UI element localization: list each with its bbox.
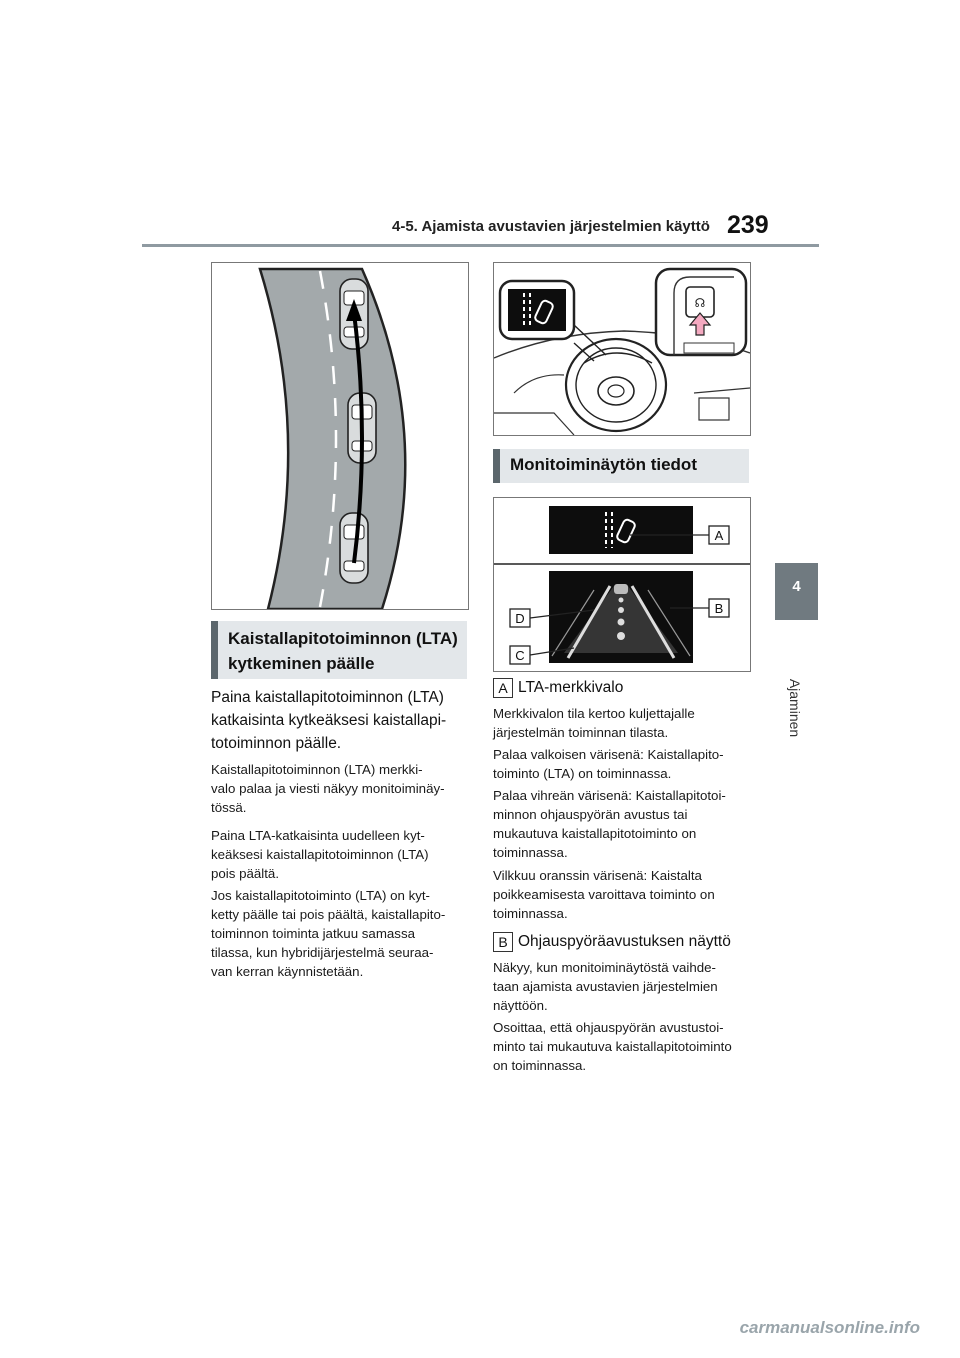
text-line: minnon ohjauspyörän avustus tai: [493, 807, 688, 822]
lta-switch-icon: ☊: [694, 296, 706, 310]
text-line: Näkyy, kun monitoiminäytöstä vaihde-: [493, 960, 716, 975]
text-line: poikkeamisesta varoittava toiminto on: [493, 887, 715, 902]
text-line: ketty päälle tai pois päältä, kaistallapito-: [211, 907, 446, 922]
item-a-paragraph: [493, 866, 755, 923]
intro-instruction: [211, 686, 473, 755]
page-number: 239: [727, 211, 769, 239]
text-line: mukautuva kaistallapitotoiminto on: [493, 826, 697, 841]
text-line: tilassa, kun hybridijärjestelmä seuraa-: [211, 945, 434, 960]
paragraph-indicator: [211, 760, 473, 817]
text-line: toiminnassa.: [493, 906, 568, 921]
text-line: toiminnon toiminta jatkuu samassa: [211, 926, 415, 941]
multi-display-drawing: [494, 498, 750, 671]
text-line: Palaa vihreän värisenä: Kaistallapitotoi-: [493, 788, 726, 803]
text-line: Paina kaistallapitotoiminnon (LTA): [211, 689, 444, 706]
item-a-badge: A: [493, 678, 513, 698]
road-surface: [260, 269, 405, 609]
watermark: carmanualsonline.info: [739, 1318, 920, 1337]
text-line: Palaa valkoisen värisenä: Kaistallapito-: [493, 747, 724, 762]
item-a-paragraph: [493, 786, 755, 862]
text-line: minto tai mukautuva kaistallapitotoiminto: [493, 1039, 732, 1054]
text-line: tössä.: [211, 800, 247, 815]
text-line: totoiminnon päälle.: [211, 735, 342, 752]
section-heading-line: kytkeminen päälle: [228, 654, 375, 673]
running-header-title: 4-5. Ajamista avustavien järjestelmien käyttö: [392, 218, 710, 235]
text-line: Kaistallapitotoiminnon (LTA) merkki-: [211, 762, 423, 777]
item-b-paragraph: [493, 1018, 755, 1075]
text-line: valo palaa ja viesti näkyy monitoiminäy-: [211, 781, 445, 796]
item-b-badge: B: [493, 932, 513, 952]
text-line: Osoittaa, että ohjauspyörän avustustoi-: [493, 1020, 724, 1035]
text-line: Jos kaistallapitotoiminto (LTA) on kyt-: [211, 888, 430, 903]
item-b-title: Ohjauspyöräavustuksen näyttö: [518, 933, 731, 951]
chapter-label: Ajaminen: [787, 678, 803, 738]
text-line: toiminnassa.: [493, 845, 568, 860]
item-b-paragraph: [493, 958, 755, 1015]
lane-keeping-illustration: [211, 262, 469, 610]
callout-b: B: [714, 601, 724, 616]
item-a-title: LTA-merkkivalo: [518, 679, 624, 697]
text-line: katkaisinta kytkeäksesi kaistallapi-: [211, 712, 447, 729]
multi-display-illustration: [493, 497, 751, 672]
paragraph-turn-off: [211, 826, 473, 883]
header-divider: [142, 244, 819, 247]
text-line: van kerran käynnistetään.: [211, 964, 364, 979]
item-a-heading: [493, 678, 623, 698]
text-line: toiminto (LTA) on toiminnassa.: [493, 766, 672, 781]
callout-d: D: [515, 611, 525, 626]
text-line: pois päältä.: [211, 866, 280, 881]
cockpit-illustration: [493, 262, 751, 436]
text-line: taan ajamista avustavien järjestelmien: [493, 979, 718, 994]
section-heading-line: Kaistallapitotoiminnon (LTA): [228, 629, 458, 648]
text-line: järjestelmän toiminnan tilasta.: [493, 725, 669, 740]
chapter-number: 4: [792, 578, 801, 595]
road-trajectory-drawing: [212, 263, 468, 609]
text-line: Vilkkuu oranssin värisenä: Kaistalta: [493, 868, 702, 883]
text-line: Merkkivalon tila kertoo kuljettajalle: [493, 706, 695, 721]
car-icon: [614, 584, 628, 594]
text-line: Paina LTA-katkaisinta uudelleen kyt-: [211, 828, 425, 843]
paragraph-state-memory: [211, 886, 473, 981]
lta-indicator-display: [508, 289, 566, 331]
section-heading-multi-display: Monitoiminäytön tiedot: [493, 449, 749, 483]
text-line: näyttöön.: [493, 998, 548, 1013]
item-a-paragraph: [493, 745, 755, 783]
callout-c: C: [515, 648, 525, 663]
text-line: on toiminnassa.: [493, 1058, 587, 1073]
lta-indicator-panel: [549, 506, 693, 554]
item-a-paragraph: [493, 704, 755, 742]
text-line: keäksesi kaistallapitotoiminnon (LTA): [211, 847, 429, 862]
item-b-heading: [493, 932, 731, 952]
section-heading-lta-activation: [211, 621, 467, 679]
cockpit-drawing: [494, 263, 750, 435]
callout-a: A: [714, 528, 724, 543]
